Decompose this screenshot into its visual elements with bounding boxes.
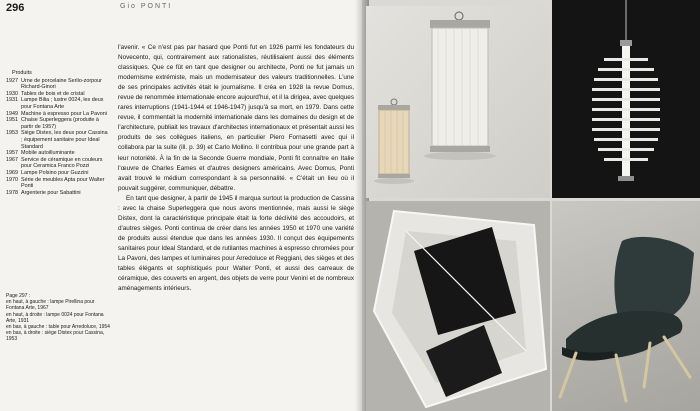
photo-lamp-0024 (552, 0, 700, 198)
product-year: 1967 (6, 156, 18, 163)
caption-item: en bas, à gauche : table pour Arredoluce, 1954 (6, 324, 110, 331)
products-title: Produits (12, 70, 32, 76)
lamp-pirellina-illustration (366, 6, 550, 198)
caption-item: en haut, à gauche : lampe Pirellina pour Fontana Arte, 1967 (6, 299, 95, 312)
product-text: Lampe Polsino pour Guzzini (21, 169, 89, 176)
caption-item: en haut, à droite : lampe 0024 pour Fontana Arte, 1931 (6, 311, 104, 324)
product-year: 1930 (6, 90, 18, 97)
product-row (6, 150, 110, 157)
photo-captions (6, 293, 110, 343)
photo-lamp-pirellina (366, 6, 550, 198)
product-text: Mobile autoilluminante (21, 150, 75, 157)
page-number: 296 (6, 2, 25, 14)
product-text: Tables de bois et de cristal (21, 90, 85, 97)
product-year: 1949 (6, 110, 18, 117)
product-row (6, 170, 110, 177)
product-text: Service de céramique en couleurs pour Ceramica Franco Pozzi (21, 156, 103, 170)
product-year: 1927 (6, 77, 18, 84)
caption-item: en bas, à droite : siège Distex pour Cassina, 1953 (6, 330, 105, 343)
product-year: 1931 (6, 97, 18, 104)
body-paragraph: l'avenir. « Ce n'est pas par hasard que Ponti fut en 1926 parmi les fondateurs du Novecento, qui, contrairement aux rationalistes, réutilisaient aussi des éléments classiques. Que ce fût en tant que designer ou architecte, Ponti ne fut jamais un modernisme extrémiste, mais un modernisateur des valeurs traditionnelles. L'une de ses principales activités était le journalisme. Il créa en 1928 la revue Domus, revue de renommée internationale encore aujourd'hui, et il la dirigea, avec quelques rares interruptions (1941-1944 et 1946-1947) jusqu'à sa mort, en 1979. Dans cette revue, il commentait la modernité internationale dans les domaines du design et de l'architecture, publiait les travaux d'architectes internationaux et présentait aussi les produits de ses collègues italiens, en particulier Piero Fornasetti avec qui il collabora par la suite (ill. p. 39) et Carlo Mollino. Il contribua pour une grande part à leur notoriété. À la fin de la Seconde Guerre mondiale, Ponti fit connaître en Italie l'œuvre de Charles Eames et d'autres designers américains. Avec Domus, Ponti avait trouvé le médium correspondant à sa personnalité. « C'était un lieu où il pouvait suggérer, communiquer, débattre. (118, 44, 354, 192)
body-paragraph: En tant que designer, à partir de 1945 il marqua surtout la production de Cassina : avec la chaise Superleggera que nous avons mentionnée, mais aussi le siège Distex, dont la caractéristique principale était la forte déclivité des accoudoirs, et d'autres sièges. Ponti continua de créer dans les années 1950 et 1970 une variété de produits aussi étendue que dans les années 1930. Il conçut des équipements sanitaires pour Ideal Standard, et de rutilantes machines à espresso chromées pour La Pavoni, des lampes et luminaires pour Arredoluce et Reggiani, des sièges et des tables élégants et sophistiqués pour Walter Ponti, et aussi des carreaux de céramique, des couverts en argent, des objets de verre pour Venini et de nombreux aménagements intérieurs. (118, 194, 354, 293)
product-row (6, 111, 110, 118)
distex-chair-illustration (552, 201, 700, 411)
product-text: Siège Distex, les deux pour Cassina ; équipement sanitaire pour Ideal Standard (21, 130, 108, 150)
product-row (6, 97, 110, 110)
photo-table-arredoluce (366, 201, 550, 411)
product-year: 1969 (6, 169, 18, 176)
running-head: Gio PONTI (120, 3, 173, 10)
product-row (6, 157, 110, 170)
captions-title: Page 297 : (6, 293, 31, 299)
product-text: Argenterie pour Sabattini (21, 189, 81, 196)
product-year: 1953 (6, 130, 18, 137)
product-row (6, 78, 110, 91)
product-year: 1978 (6, 189, 18, 196)
table-arredoluce-illustration (366, 201, 550, 411)
product-year: 1970 (6, 176, 18, 183)
product-text: Lampe Bilia ; lustre 0024, les deux pour Fontana Arte (21, 97, 104, 110)
product-text: Urne de porcelaine Serlio-zorpour Richard-Ginori (21, 77, 102, 91)
product-row (6, 130, 110, 150)
product-row (6, 177, 110, 190)
product-year: 1951 (6, 117, 18, 124)
photo-distex-chair (552, 201, 700, 411)
product-row (6, 190, 110, 197)
products-list (6, 70, 110, 196)
product-row (6, 91, 110, 98)
body-text (118, 43, 354, 294)
product-text: Chaise Superleggera (produite à partir de 1957) (21, 117, 99, 130)
lamp-0024-illustration (552, 0, 700, 198)
product-year: 1957 (6, 150, 18, 157)
product-text: Série de meubles Apta pour Walter Ponti (21, 176, 105, 190)
product-text: Machine à espresso pour La Pavoni (21, 110, 108, 117)
product-row (6, 117, 110, 130)
